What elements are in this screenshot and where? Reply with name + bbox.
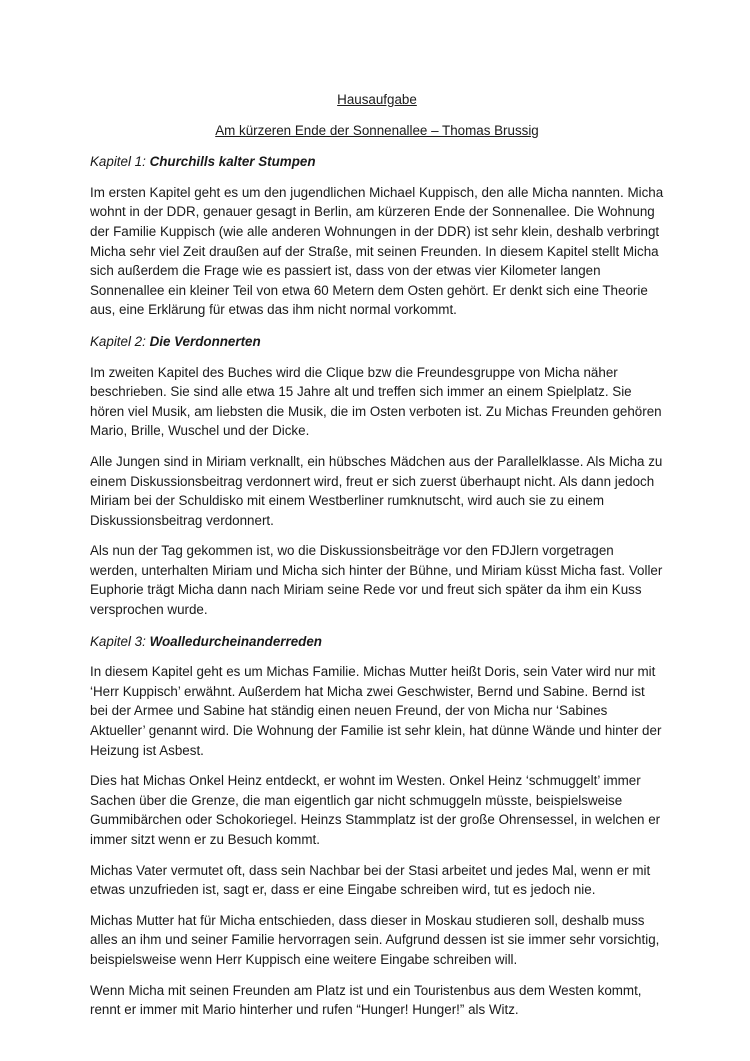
chapter-3-paragraph-4: Michas Mutter hat für Micha entschieden, dass dieser in Moskau studieren soll, deshalb muss alles an ihm und seiner Familie hervorragen sein. Aufgrund dessen ist sie immer sehr vorsichtig, beispielsweise wenn Herr Kuppisch eine weitere Eingabe schreiben will. bbox=[90, 912, 660, 967]
document-subtitle: Am kürzeren Ende der Sonnenallee – Thomas Brussig bbox=[215, 122, 539, 138]
chapter-3-label: Kapitel 3: bbox=[90, 633, 150, 649]
chapter-2-paragraph-3: Als nun der Tag gekommen ist, wo die Diskussionsbeiträge vor den FDJlern vorgetragen werden, unterhalten Miriam und Micha sich hinter der Bühne, und Miriam küsst Micha fast. Voller Euphorie trägt Micha dann nach Miriam seine Rede vor und freut sich später da ihm ein Kuss versprochen wurde. bbox=[90, 543, 663, 618]
chapter-2-name: Die Verdonnerten bbox=[149, 333, 261, 349]
chapter-3-heading bbox=[90, 632, 664, 652]
chapter-1-label: Kapitel 1: bbox=[90, 154, 150, 170]
chapter-3-paragraph-1: In diesem Kapitel geht es um Michas Familie. Michas Mutter heißt Doris, sein Vater wird nur mit ‘Herr Kuppisch’ erwähnt. Außerdem hat Micha zwei Geschwister, Bernd und Sabine. Bernd ist bei der Armee und Sabine hat ständig einen neuen Freund, der von Micha nur ‘Sabines Aktueller’ genannt wird. Die Wohnung der Familie ist sehr klein, hat dünne Wände und hinter der Heizung ist Asbest. bbox=[90, 664, 662, 758]
chapter-2-heading bbox=[90, 332, 664, 352]
chapter-1-paragraph-1: Im ersten Kapitel geht es um den jugendlichen Michael Kuppisch, den alle Micha nannten. Micha wohnt in der DDR, genauer gesagt in Berlin, am kürzeren Ende der Sonnenallee. Die Wohnung der Familie Kuppisch (wie alle anderen Wohnungen in der DDR) ist sehr klein, deshalb verbringt Micha sehr viel Zeit draußen auf der Straße, mit seinen Freunden. In diesem Kapitel stellt Micha sich außerdem die Frage wie es passiert ist, dass von der etwas vier Kilometer langen Sonnenallee ein kleiner Teil von etwa 60 Metern dem Osten gehört. Er denkt sich eine Theorie aus, eine Erklärung für etwas das ihm nicht normal vorkommt. bbox=[90, 184, 664, 318]
chapter-3-paragraph-3: Michas Vater vermutet oft, dass sein Nachbar bei der Stasi arbeitet und jedes Mal, wenn er mit etwas unzufrieden ist, sagt er, dass er eine Eingabe schreiben wird, tut es jedoch nie. bbox=[90, 862, 651, 898]
document-title: Hausaufgabe bbox=[337, 92, 417, 107]
chapter-2-paragraph-1: Im zweiten Kapitel des Buches wird die Clique bzw die Freundesgruppe von Micha näher beschrieben. Sie sind alle etwa 15 Jahre alt und treffen sich immer an einem Spielplatz. Sie hören viel Musik, am liebsten die Musik, die im Osten verboten ist. Zu Michas Freunden gehören Mario, Brille, Wuschel und der Dicke. bbox=[90, 364, 662, 439]
chapter-3-paragraph-5: Wenn Micha mit seinen Freunden am Platz ist und ein Touristenbus aus dem Westen kommt, rennt er immer mit Mario hinterher und rufen “Hunger! Hunger!” als Witz. bbox=[90, 982, 642, 1018]
chapter-3-paragraph-2: Dies hat Michas Onkel Heinz entdeckt, er wohnt im Westen. Onkel Heinz ‘schmuggelt’ immer Sachen über die Grenze, die man eigentlich gar nicht schmuggeln müsste, beispielsweise Gummibärchen oder Schokoriegel. Heinzs Stammplatz ist der große Ohrensessel, in welchen er immer sitzt wenn er zu Besuch kommt. bbox=[90, 773, 661, 847]
chapter-2-label: Kapitel 2: bbox=[90, 333, 150, 349]
chapter-2-paragraph-2: Alle Jungen sind in Miriam verknallt, ein hübsches Mädchen aus der Parallelklasse. Als Micha zu einem Diskussionsbeitrag verdonnert wird, freut er sich zuerst überhaupt nicht. Als dann jedoch Miriam bei der Schuldisko mit einem Westberliner rumknutscht, wird auch sie zu einem Diskussionsbeitrag verdonnert. bbox=[90, 453, 663, 528]
chapter-1-heading bbox=[90, 152, 664, 172]
chapter-3-name: Woalledurcheinanderreden bbox=[149, 633, 322, 649]
chapter-1-name: Churchills kalter Stumpen bbox=[149, 154, 316, 170]
